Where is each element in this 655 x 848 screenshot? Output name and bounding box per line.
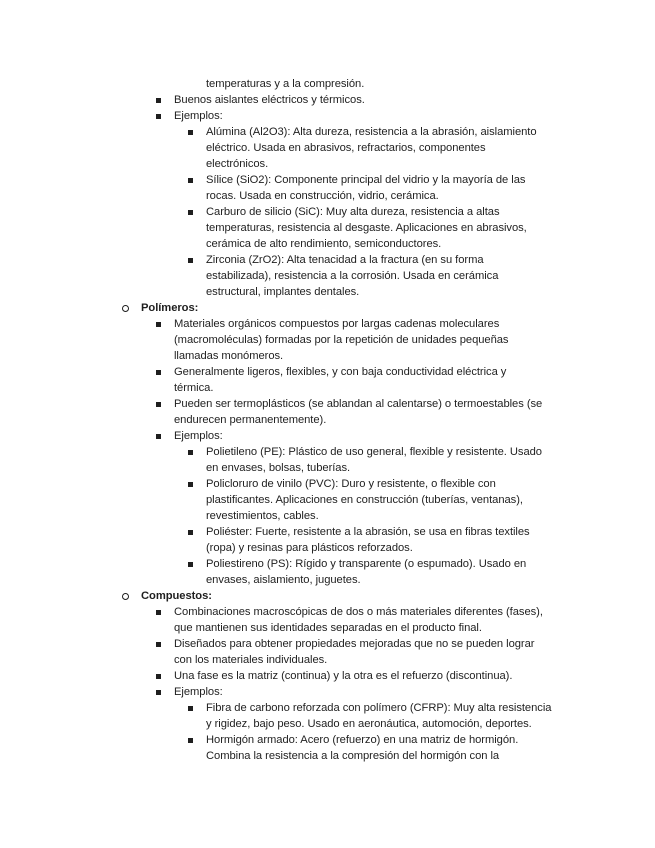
section-heading-polymers: Polímeros:	[0, 300, 655, 316]
square-bullet-icon	[156, 610, 161, 615]
list-item: Poliestireno (PS): Rígido y transparente (o espumado). Usado en	[0, 556, 655, 572]
square-bullet-icon	[188, 450, 193, 455]
square-bullet-icon	[188, 706, 193, 711]
list-item-continuation: plastificantes. Aplicaciones en construcción (tuberías, ventanas),	[206, 494, 523, 506]
list-item: Ejemplos:	[0, 108, 655, 124]
list-item-continuation: llamadas monómeros.	[174, 350, 284, 362]
list-item-continuation: estabilizada), resistencia a la corrosión. Usada en cerámica	[206, 270, 499, 282]
list-item-continuation: con los materiales individuales.	[174, 654, 328, 666]
document-content	[0, 76, 655, 764]
list-item-continuation: temperaturas y a la compresión.	[206, 78, 365, 90]
section-heading-composites: Compuestos:	[0, 588, 655, 604]
list-item-continuation: electrónicos.	[206, 158, 269, 170]
list-item-continuation: eléctrico. Usada en abrasivos, refractarios, componentes	[206, 142, 486, 154]
list-item: Hormigón armado: Acero (refuerzo) en una matriz de hormigón.	[0, 732, 655, 748]
square-bullet-icon	[156, 642, 161, 647]
square-bullet-icon	[188, 738, 193, 743]
square-bullet-icon	[188, 130, 193, 135]
list-item: Poliéster: Fuerte, resistente a la abrasión, se usa en fibras textiles	[0, 524, 655, 540]
square-bullet-icon	[188, 258, 193, 263]
square-bullet-icon	[188, 178, 193, 183]
square-bullet-icon	[188, 530, 193, 535]
list-item-continuation: estructural, implantes dentales.	[206, 286, 360, 298]
square-bullet-icon	[156, 690, 161, 695]
list-item-continuation: que mantienen sus identidades separadas en el producto final.	[174, 622, 482, 634]
list-item: Una fase es la matriz (continua) y la otra es el refuerzo (discontinua).	[0, 668, 655, 684]
list-item: Policloruro de vinilo (PVC): Duro y resistente, o flexible con	[0, 476, 655, 492]
list-item-continuation: envases, aislamiento, juguetes.	[206, 574, 361, 586]
list-item-continuation: térmica.	[174, 382, 214, 394]
square-bullet-icon	[156, 114, 161, 119]
list-item: Polietileno (PE): Plástico de uso general, flexible y resistente. Usado	[0, 444, 655, 460]
list-item: Ejemplos:	[0, 428, 655, 444]
list-item-continuation: rocas. Usada en construcción, vidrio, cerámica.	[206, 190, 439, 202]
square-bullet-icon	[188, 210, 193, 215]
list-item-continuation: cerámica de alto rendimiento, semiconductores.	[206, 238, 442, 250]
list-item-continuation: endurecen permanentemente).	[174, 414, 327, 426]
list-item-continuation: (macromoléculas) formadas por la repetición de unidades pequeñas	[174, 334, 509, 346]
list-item: Generalmente ligeros, flexibles, y con baja conductividad eléctrica y	[0, 364, 655, 380]
square-bullet-icon	[156, 434, 161, 439]
list-item: Carburo de silicio (SiC): Muy alta dureza, resistencia a altas	[0, 204, 655, 220]
list-item: Materiales orgánicos compuestos por largas cadenas moleculares	[0, 316, 655, 332]
list-item: Buenos aislantes eléctricos y térmicos.	[0, 92, 655, 108]
square-bullet-icon	[156, 98, 161, 103]
list-item: Combinaciones macroscópicas de dos o más materiales diferentes (fases),	[0, 604, 655, 620]
list-item: Sílice (SiO2): Componente principal del vidrio y la mayoría de las	[0, 172, 655, 188]
circle-bullet-icon	[122, 305, 129, 312]
list-item: Fibra de carbono reforzada con polímero (CFRP): Muy alta resistencia	[0, 700, 655, 716]
square-bullet-icon	[156, 402, 161, 407]
list-item: Zirconia (ZrO2): Alta tenacidad a la fractura (en su forma	[0, 252, 655, 268]
square-bullet-icon	[188, 562, 193, 567]
list-item-continuation: Combina la resistencia a la compresión del hormigón con la	[206, 750, 500, 762]
list-item-continuation: y rigidez, bajo peso. Usado en aeronáutica, automoción, deportes.	[206, 718, 532, 730]
list-item-continuation: temperaturas, resistencia al desgaste. Aplicaciones en abrasivos,	[206, 222, 527, 234]
square-bullet-icon	[188, 482, 193, 487]
list-item: Pueden ser termoplásticos (se ablandan al calentarse) o termoestables (se	[0, 396, 655, 412]
square-bullet-icon	[156, 322, 161, 327]
list-item: Diseñados para obtener propiedades mejoradas que no se pueden lograr	[0, 636, 655, 652]
list-item: Alúmina (Al2O3): Alta dureza, resistencia a la abrasión, aislamiento	[0, 124, 655, 140]
list-item-continuation: revestimientos, cables.	[206, 510, 319, 522]
list-item: Ejemplos:	[0, 684, 655, 700]
list-item-continuation: en envases, bolsas, tuberías.	[206, 462, 351, 474]
list-item-continuation: (ropa) y resinas para plásticos reforzados.	[206, 542, 413, 554]
square-bullet-icon	[156, 370, 161, 375]
circle-bullet-icon	[122, 593, 129, 600]
square-bullet-icon	[156, 674, 161, 679]
